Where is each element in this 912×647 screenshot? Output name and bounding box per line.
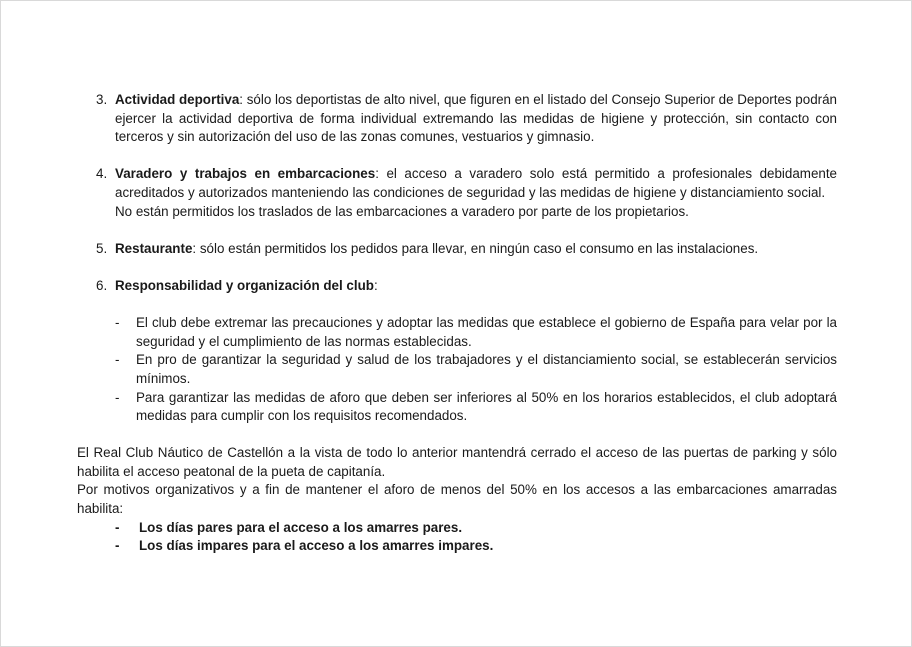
- item-title: Responsabilidad y organización del club: [115, 277, 374, 293]
- item-number: 3.: [96, 92, 108, 107]
- dash-list-item: [115, 389, 837, 426]
- document-body: [77, 91, 837, 556]
- list-item-varadero: [96, 165, 837, 221]
- item-extra-text: No están permitidos los traslados de las embarcaciones a varadero por parte de los propietarios.: [115, 203, 689, 219]
- amarres-list: [115, 519, 837, 556]
- bold-item-text: Los días pares para el acceso a los amarres pares.: [139, 519, 463, 535]
- item-number: 6.: [96, 277, 108, 293]
- item-title: Restaurante: [115, 240, 193, 256]
- dash-bullet: -: [115, 352, 120, 368]
- dash-bullet: -: [115, 538, 120, 554]
- dash-list-item: [115, 351, 837, 388]
- list-item-actividad-deportiva: [96, 91, 837, 147]
- closing-paragraph-2: Por motivos organizativos y a fin de mantener el aforo de menos del 50% en los accesos a las embarcaciones amarradas habilita:: [77, 482, 837, 517]
- dash-item-text: Para garantizar las medidas de aforo que deben ser inferiores al 50% en los horarios establecidos, el club adoptará medidas para cumplir con los requisitos recomendados.: [136, 389, 837, 424]
- item-number: 5.: [96, 240, 108, 256]
- dash-list-item: [115, 314, 837, 351]
- item-text: : el acceso a varadero solo está permitido a profesionales debidamente acreditados y autorizados manteniendo las condiciones de seguridad y las medidas de higiene y distanciamiento social.: [115, 166, 838, 200]
- bold-list-item: [115, 519, 837, 538]
- item-title: Varadero y trabajos en embarcaciones: [115, 166, 376, 182]
- list-item-responsabilidad: [96, 277, 837, 296]
- dash-bullet: -: [115, 315, 120, 331]
- bold-item-text: Los días impares para el acceso a los amarres impares.: [139, 538, 494, 554]
- dash-bullet: -: [115, 519, 120, 535]
- closing-paragraph-1: El Real Club Náutico de Castellón a la vista de todo lo anterior mantendrá cerrado el acceso de las puertas de parking y sólo habilita el acceso peatonal de la pueta de capitanía.: [77, 445, 837, 479]
- bold-list-item: [115, 537, 837, 556]
- item-text: : sólo los deportistas de alto nivel, que figuren en el listado del Consejo Superior de Deportes podrán ejercer la actividad deportiva de forma individual extremando las medidas de higiene y protección, sin contacto con terceros y sin autorización del uso de las zonas comunes, vestuarios y gimnasio.: [115, 92, 838, 145]
- dash-item-text: En pro de garantizar la seguridad y salud de los trabajadores y el distanciamiento social, se establecerán servicios mínimos.: [136, 352, 837, 386]
- item-text: :: [373, 277, 378, 293]
- list-item-restaurante: [96, 240, 837, 259]
- item-number: 4.: [96, 166, 108, 182]
- item-text: : sólo están permitidos los pedidos para llevar, en ningún caso el consumo en las instalaciones.: [192, 240, 759, 256]
- responsabilidad-list: [115, 314, 837, 426]
- dash-bullet: -: [115, 389, 120, 405]
- dash-item-text: El club debe extremar las precauciones y adoptar las medidas que establece el gobierno de España para velar por la seguridad y el cumplimiento de las normas establecidas.: [136, 315, 837, 349]
- item-title: Actividad deportiva: [115, 92, 240, 107]
